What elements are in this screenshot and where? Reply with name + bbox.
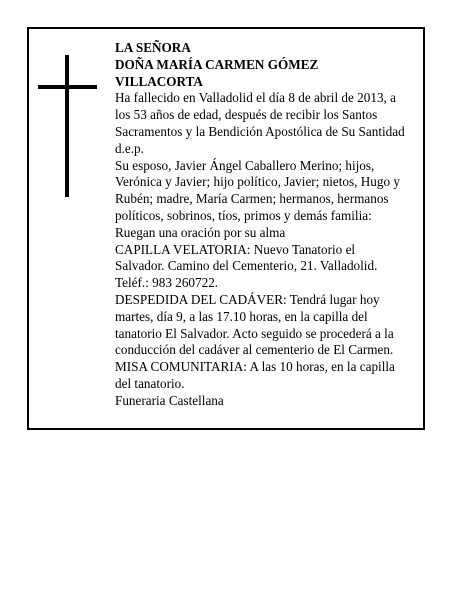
cross-icon <box>38 55 97 197</box>
cross-horizontal-bar <box>38 85 97 89</box>
death-announcement: Ha fallecido en Valladolid el día 8 de abril de 2013, a los 53 años de edad, después de recibir los Santos Sacramentos y la Bendición Apostólica de Su Santidad <box>115 90 405 139</box>
obituary-title: LA SEÑORA <box>115 40 191 55</box>
funeral-home: Funeraria Castellana <box>115 392 224 408</box>
prayer-request: Ruegan una oración por su alma <box>115 224 286 240</box>
farewell-info: DESPEDIDA DEL CADÁVER: Tendrá lugar hoy martes, día 9, a las 17.10 horas, en la capilla del tanatorio El Salvador. Acto seguido se procederá a la conducción del cadáver al cementerio de El Carmen. <box>115 291 394 358</box>
family-list: Su esposo, Javier Ángel Caballero Merino; hijos, Verónica y Javier; hijo político, Javier; nietos, Hugo y Rubén; madre, María Carmen; hermanos, hermanos políticos, sobrinos, tíos, primos y demás familia: <box>115 157 400 223</box>
obituary-text <box>115 40 405 410</box>
cross-vertical-bar <box>65 55 69 197</box>
deceased-name: DOÑA MARÍA CARMEN GÓMEZ VILLACORTA <box>115 56 319 89</box>
dep-line: d.e.p. <box>115 140 144 156</box>
wake-chapel-info: CAPILLA VELATORIA: Nuevo Tanatorio el Salvador. Camino del Cementerio, 21. Valladolid. Teléf.: 983 260722. <box>115 241 378 291</box>
mass-info: MISA COMUNITARIA: A las 10 horas, en la capilla del tanatorio. <box>115 359 395 391</box>
